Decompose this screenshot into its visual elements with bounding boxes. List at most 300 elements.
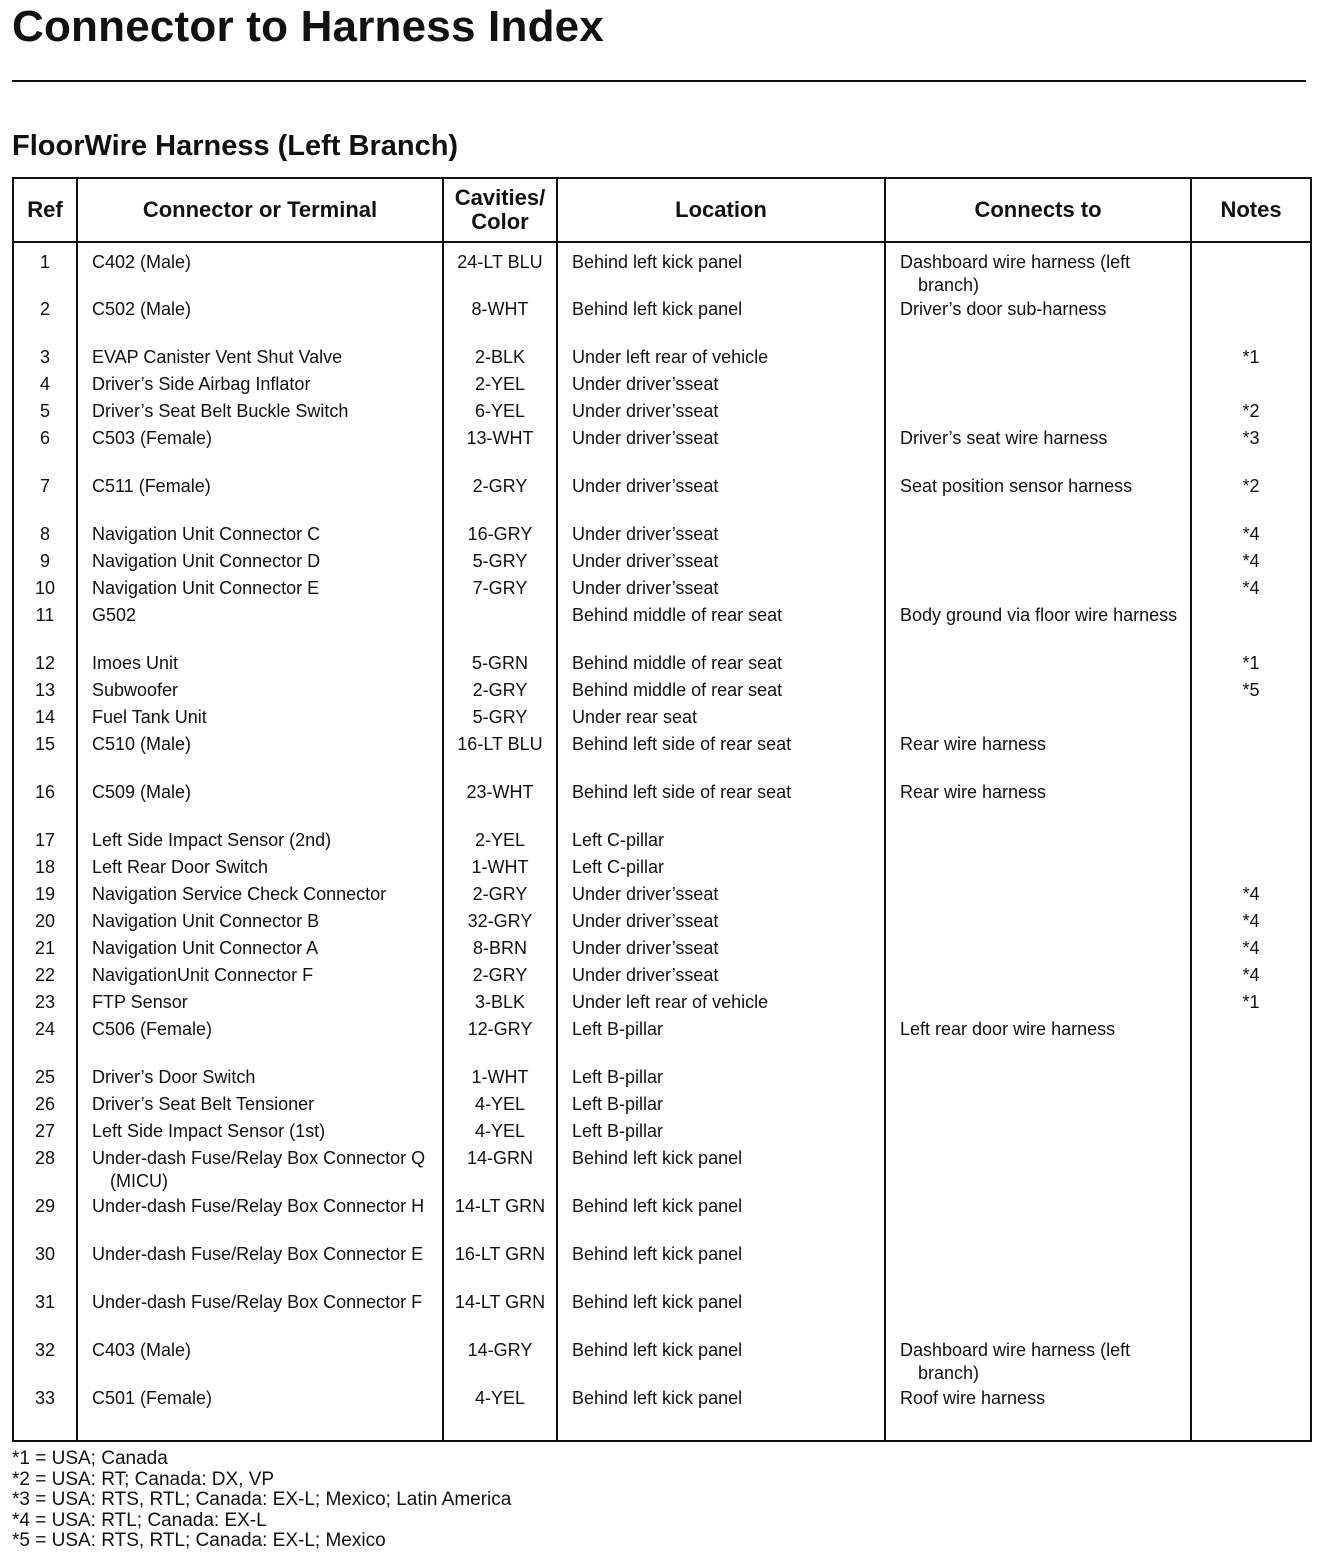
cell-location: [557, 346, 885, 373]
cell-location-text: Under driver’sseat: [572, 428, 719, 448]
cell-connector: [77, 856, 443, 883]
header-location: Location: [557, 178, 885, 242]
cell-ref: [13, 1243, 77, 1291]
cell-notes: [1191, 1066, 1311, 1093]
cell-cavities-text: 16-LT GRN: [454, 1244, 546, 1264]
cell-ref-text: 15: [34, 734, 56, 754]
cell-cavities: [443, 964, 557, 991]
cell-connector-text: C511 (Female): [92, 476, 211, 496]
cell-cavities-text: 14-GRN: [466, 1148, 533, 1168]
cell-cavities: [443, 400, 557, 427]
cell-location: [557, 1387, 885, 1431]
cell-notes: [1191, 346, 1311, 373]
table-row: [13, 991, 1311, 1018]
cell-location-text: Under driver’sseat: [572, 524, 719, 544]
cell-ref-text: 24: [34, 1019, 56, 1039]
cell-cavities: [443, 1093, 557, 1120]
cell-location: [557, 652, 885, 679]
cell-cavities: [443, 1147, 557, 1195]
table-row: [13, 652, 1311, 679]
cell-notes: [1191, 427, 1311, 475]
cell-ref-text: 1: [39, 252, 50, 272]
cell-ref-text: 28: [34, 1148, 56, 1168]
cell-connector: [77, 550, 443, 577]
cell-cavities: [443, 550, 557, 577]
cell-location-text: Behind left kick panel: [572, 1388, 743, 1408]
cell-connects-to-text: Dashboard wire harness (left branch): [900, 1340, 1131, 1383]
cell-location: [557, 883, 885, 910]
cell-notes-text: *4: [1242, 578, 1260, 598]
cell-connects-to: [885, 1291, 1191, 1339]
table-row: [13, 1195, 1311, 1243]
cell-location-text: Under driver’sseat: [572, 401, 719, 421]
cell-notes: [1191, 781, 1311, 829]
cell-ref-text: 32: [34, 1340, 56, 1360]
cell-connects-to-text: Rear wire harness: [900, 734, 1047, 754]
cell-notes-text: *1: [1242, 653, 1260, 673]
cell-connector-text: C403 (Male): [92, 1340, 192, 1360]
cell-ref-text: 20: [34, 911, 56, 931]
cell-notes: [1191, 523, 1311, 550]
cell-cavities: [443, 991, 557, 1018]
cell-connector: [77, 1147, 443, 1195]
cell-connector-text: FTP Sensor: [92, 992, 188, 1012]
cell-location-text: Under driver’sseat: [572, 884, 719, 904]
cell-location-text: Behind left kick panel: [572, 1244, 743, 1264]
table-row: [13, 1147, 1311, 1195]
cell-connector: [77, 991, 443, 1018]
cell-connector: [77, 883, 443, 910]
cell-connector: [77, 523, 443, 550]
cell-connects-to: [885, 991, 1191, 1018]
cell-cavities-text: 24-LT BLU: [457, 252, 543, 272]
cell-notes: [1191, 604, 1311, 652]
filler-cell: [443, 1431, 557, 1441]
table-row: [13, 679, 1311, 706]
cell-connector: [77, 373, 443, 400]
cell-connects-to-text: Driver’s door sub-harness: [900, 299, 1107, 319]
cell-connector: [77, 1387, 443, 1431]
cell-location: [557, 1147, 885, 1195]
harness-index-table: [12, 177, 1312, 1442]
cell-connector: [77, 679, 443, 706]
footnote-item: *4 = USA: RTL; Canada: EX-L: [12, 1509, 267, 1531]
cell-location: [557, 298, 885, 346]
filler-cell: [885, 1431, 1191, 1441]
cell-location: [557, 781, 885, 829]
cell-cavities-text: 2-GRY: [472, 965, 528, 985]
cell-location-text: Behind left kick panel: [572, 252, 743, 272]
table-row: [13, 1018, 1311, 1066]
cell-connects-to: [885, 829, 1191, 856]
cell-cavities: [443, 1018, 557, 1066]
cell-ref: [13, 937, 77, 964]
cell-cavities: [443, 733, 557, 781]
cell-cavities-text: 2-GRY: [472, 680, 528, 700]
cell-ref: [13, 856, 77, 883]
cell-connector-text: Left Side Impact Sensor (2nd): [92, 830, 332, 850]
cell-notes: [1191, 991, 1311, 1018]
table-row: [13, 910, 1311, 937]
cell-connector-text: Under-dash Fuse/Relay Box Connector H: [92, 1196, 425, 1216]
cell-connects-to: [885, 400, 1191, 427]
cell-notes: [1191, 829, 1311, 856]
cell-connector: [77, 652, 443, 679]
cell-location-text: Under driver’sseat: [572, 578, 719, 598]
cell-ref-text: 4: [39, 374, 50, 394]
cell-connects-to: [885, 373, 1191, 400]
cell-notes: [1191, 1120, 1311, 1147]
cell-connects-to: [885, 1195, 1191, 1243]
cell-notes-text: *2: [1242, 401, 1260, 421]
cell-cavities-text: 16-LT BLU: [457, 734, 543, 754]
cell-location: [557, 829, 885, 856]
cell-ref-text: 6: [39, 428, 50, 448]
cell-ref-text: 2: [39, 299, 50, 319]
cell-ref: [13, 733, 77, 781]
cell-location-text: Behind middle of rear seat: [572, 653, 783, 673]
cell-notes: [1191, 1195, 1311, 1243]
cell-connects-to: [885, 298, 1191, 346]
cell-ref: [13, 1339, 77, 1387]
cell-notes-text: *1: [1242, 992, 1260, 1012]
header-cavities-line1: Cavities/: [454, 185, 546, 210]
cell-cavities-text: 6-YEL: [474, 401, 526, 421]
cell-location-text: Behind middle of rear seat: [572, 605, 783, 625]
cell-ref-text: 3: [39, 347, 50, 367]
cell-ref-text: 12: [34, 653, 56, 673]
cell-cavities-text: 5-GRN: [471, 653, 528, 673]
cell-connects-to: [885, 883, 1191, 910]
cell-cavities: [443, 937, 557, 964]
cell-connector-text: C510 (Male): [92, 734, 192, 754]
footnote-item: *2 = USA: RT; Canada: DX, VP: [12, 1468, 275, 1490]
cell-location: [557, 523, 885, 550]
cell-ref-text: 21: [34, 938, 56, 958]
cell-ref: [13, 1093, 77, 1120]
cell-ref: [13, 346, 77, 373]
cell-ref: [13, 475, 77, 523]
cell-connector-text: Under-dash Fuse/Relay Box Connector Q (MICU): [92, 1148, 426, 1191]
cell-ref: [13, 652, 77, 679]
table-row: [13, 1243, 1311, 1291]
cell-cavities: [443, 1339, 557, 1387]
cell-connector-text: C503 (Female): [92, 428, 213, 448]
cell-connector: [77, 427, 443, 475]
cell-location: [557, 604, 885, 652]
cell-cavities-text: 2-YEL: [474, 830, 526, 850]
cell-ref-text: 31: [34, 1292, 56, 1312]
cell-ref: [13, 400, 77, 427]
cell-connector-text: NavigationUnit Connector F: [92, 965, 314, 985]
cell-cavities-text: 32-GRY: [467, 911, 533, 931]
cell-cavities: [443, 604, 557, 652]
cell-cavities: [443, 1243, 557, 1291]
cell-connector-text: Left Rear Door Switch: [92, 857, 269, 877]
footnote-item: *3 = USA: RTS, RTL; Canada: EX-L; Mexico; Latin America: [12, 1489, 512, 1510]
cell-connector-text: Under-dash Fuse/Relay Box Connector E: [92, 1244, 424, 1264]
cell-notes: [1191, 400, 1311, 427]
cell-connects-to: [885, 1066, 1191, 1093]
header-notes: Notes: [1191, 178, 1311, 242]
cell-ref: [13, 1387, 77, 1431]
cell-cavities: [443, 427, 557, 475]
cell-connects-to: [885, 781, 1191, 829]
cell-location: [557, 937, 885, 964]
cell-ref-text: 29: [34, 1196, 56, 1216]
cell-connects-to-text: Seat position sensor harness: [900, 476, 1133, 496]
cell-ref: [13, 427, 77, 475]
cell-ref: [13, 550, 77, 577]
cell-connects-to: [885, 1243, 1191, 1291]
cell-cavities-text: 4-YEL: [474, 1094, 526, 1114]
cell-notes: [1191, 550, 1311, 577]
cell-ref-text: 27: [34, 1121, 56, 1141]
cell-connector-text: G502: [92, 605, 137, 625]
cell-connector-text: Fuel Tank Unit: [92, 707, 207, 727]
cell-ref: [13, 1120, 77, 1147]
cell-location-text: Left C-pillar: [572, 830, 665, 850]
header-row: [13, 178, 1311, 242]
cell-cavities-text: 23-WHT: [466, 782, 534, 802]
cell-connector: [77, 1291, 443, 1339]
cell-ref: [13, 1147, 77, 1195]
cell-connects-to-text: Roof wire harness: [900, 1388, 1046, 1408]
cell-connector-text: Navigation Unit Connector C: [92, 524, 321, 544]
cell-ref: [13, 1018, 77, 1066]
cell-cavities: [443, 1066, 557, 1093]
cell-notes: [1191, 1339, 1311, 1387]
cell-ref: [13, 781, 77, 829]
cell-location: [557, 679, 885, 706]
cell-location: [557, 856, 885, 883]
cell-connector-text: Driver’s Door Switch: [92, 1067, 256, 1087]
cell-connector: [77, 346, 443, 373]
cell-notes: [1191, 706, 1311, 733]
table-row: [13, 298, 1311, 346]
filler-cell: [557, 1431, 885, 1441]
cell-ref: [13, 706, 77, 733]
cell-notes: [1191, 652, 1311, 679]
cell-notes: [1191, 1291, 1311, 1339]
cell-location-text: Under left rear of vehicle: [572, 347, 769, 367]
table-row: [13, 346, 1311, 373]
cell-cavities: [443, 523, 557, 550]
cell-cavities-text: 14-LT GRN: [454, 1292, 546, 1312]
cell-connects-to: [885, 652, 1191, 679]
cell-notes: [1191, 1093, 1311, 1120]
cell-cavities-text: 4-YEL: [474, 1121, 526, 1141]
cell-location-text: Left B-pillar: [572, 1067, 664, 1087]
cell-ref-text: 10: [34, 578, 56, 598]
cell-connector: [77, 1093, 443, 1120]
cell-connects-to: [885, 604, 1191, 652]
cell-connector-text: C502 (Male): [92, 299, 192, 319]
cell-ref: [13, 679, 77, 706]
cell-location-text: Behind left kick panel: [572, 1292, 743, 1312]
table-row: [13, 733, 1311, 781]
cell-connects-to: [885, 1387, 1191, 1431]
table-row: [13, 550, 1311, 577]
cell-ref-text: 13: [34, 680, 56, 700]
cell-location: [557, 550, 885, 577]
cell-notes-text: *4: [1242, 965, 1260, 985]
cell-location: [557, 1291, 885, 1339]
cell-connector-text: C501 (Female): [92, 1388, 213, 1408]
cell-connects-to: [885, 242, 1191, 298]
cell-connector-text: C402 (Male): [92, 252, 192, 272]
cell-location-text: Behind left kick panel: [572, 1340, 743, 1360]
cell-connector: [77, 242, 443, 298]
cell-connects-to-text: Body ground via floor wire harness: [900, 605, 1178, 625]
cell-ref-text: 9: [39, 551, 50, 571]
cell-connects-to-text: Driver’s seat wire harness: [900, 428, 1108, 448]
cell-connector-text: Driver’s Seat Belt Buckle Switch: [92, 401, 349, 421]
cell-location: [557, 706, 885, 733]
cell-connector: [77, 829, 443, 856]
section-title: FloorWire Harness (Left Branch): [12, 130, 459, 162]
footnote-item: *5 = USA: RTS, RTL; Canada: EX-L; Mexico: [12, 1530, 386, 1551]
table-row: [13, 604, 1311, 652]
cell-location-text: Under rear seat: [572, 707, 698, 727]
header-ref: Ref: [13, 178, 77, 242]
cell-notes-text: *1: [1242, 347, 1260, 367]
cell-ref: [13, 883, 77, 910]
cell-location-text: Behind left kick panel: [572, 1148, 743, 1168]
cell-cavities-text: 5-GRY: [472, 551, 528, 571]
cell-location-text: Under driver’sseat: [572, 551, 719, 571]
cell-cavities: [443, 346, 557, 373]
cell-connector-text: Driver’s Side Airbag Inflator: [92, 374, 311, 394]
cell-cavities-text: 5-GRY: [472, 707, 528, 727]
cell-cavities-text: 1-WHT: [471, 857, 529, 877]
table-row: [13, 577, 1311, 604]
table-row: [13, 1339, 1311, 1387]
cell-connector: [77, 604, 443, 652]
cell-connector: [77, 400, 443, 427]
cell-location-text: Under driver’sseat: [572, 938, 719, 958]
cell-connector: [77, 706, 443, 733]
cell-cavities-text: 2-YEL: [474, 374, 526, 394]
cell-location-text: Left B-pillar: [572, 1094, 664, 1114]
cell-location-text: Behind left kick panel: [572, 1196, 743, 1216]
cell-cavities: [443, 298, 557, 346]
cell-connector-text: Under-dash Fuse/Relay Box Connector F: [92, 1292, 423, 1312]
cell-ref: [13, 964, 77, 991]
cell-ref-text: 14: [34, 707, 56, 727]
filler-cell: [13, 1431, 77, 1441]
cell-connector-text: Driver’s Seat Belt Tensioner: [92, 1094, 315, 1114]
cell-connector: [77, 475, 443, 523]
cell-ref: [13, 577, 77, 604]
cell-notes-text: *4: [1242, 938, 1260, 958]
cell-cavities-text: 2-GRY: [472, 476, 528, 496]
cell-connects-to: [885, 550, 1191, 577]
cell-cavities-text: 2-BLK: [474, 347, 526, 367]
cell-cavities: [443, 1120, 557, 1147]
cell-cavities-text: 14-GRY: [467, 1340, 533, 1360]
table-row: [13, 1120, 1311, 1147]
cell-location-text: Left B-pillar: [572, 1121, 664, 1141]
cell-notes-text: *4: [1242, 551, 1260, 571]
cell-location: [557, 427, 885, 475]
cell-ref-text: 22: [34, 965, 56, 985]
cell-connector: [77, 910, 443, 937]
page-title: Connector to Harness Index: [12, 2, 604, 51]
header-connector: Connector or Terminal: [77, 178, 443, 242]
cell-location: [557, 991, 885, 1018]
cell-connector: [77, 298, 443, 346]
cell-notes: [1191, 1018, 1311, 1066]
cell-cavities: [443, 652, 557, 679]
cell-location: [557, 373, 885, 400]
cell-connects-to: [885, 1018, 1191, 1066]
cell-cavities: [443, 1195, 557, 1243]
cell-notes: [1191, 475, 1311, 523]
cell-ref-text: 19: [34, 884, 56, 904]
cell-ref-text: 11: [35, 605, 55, 625]
cell-connector-text: EVAP Canister Vent Shut Valve: [92, 347, 343, 367]
cell-notes: [1191, 1387, 1311, 1431]
cell-ref-text: 30: [34, 1244, 56, 1264]
cell-cavities-text: 16-GRY: [467, 524, 533, 544]
table-row: [13, 427, 1311, 475]
cell-notes: [1191, 856, 1311, 883]
cell-ref: [13, 523, 77, 550]
cell-location: [557, 1066, 885, 1093]
cell-cavities: [443, 475, 557, 523]
cell-location: [557, 1093, 885, 1120]
cell-notes-text: *3: [1242, 428, 1260, 448]
cell-cavities: [443, 706, 557, 733]
cell-location-text: Left B-pillar: [572, 1019, 664, 1039]
table-row: [13, 883, 1311, 910]
cell-ref-text: 25: [34, 1067, 56, 1087]
cell-location: [557, 1018, 885, 1066]
cell-location-text: Behind left side of rear seat: [572, 734, 792, 754]
cell-location-text: Under driver’sseat: [572, 965, 719, 985]
cell-connector-text: Navigation Unit Connector B: [92, 911, 320, 931]
cell-connector: [77, 781, 443, 829]
cell-ref: [13, 1195, 77, 1243]
cell-connector-text: Left Side Impact Sensor (1st): [92, 1121, 326, 1141]
cell-location: [557, 475, 885, 523]
cell-connects-to: [885, 475, 1191, 523]
table-row: [13, 937, 1311, 964]
table-row: [13, 1291, 1311, 1339]
cell-notes: [1191, 964, 1311, 991]
cell-ref-text: 5: [39, 401, 50, 421]
cell-location-text: Behind middle of rear seat: [572, 680, 783, 700]
cell-ref: [13, 1291, 77, 1339]
cell-cavities-text: 7-GRY: [472, 578, 528, 598]
cell-cavities: [443, 1387, 557, 1431]
title-divider: [12, 80, 1306, 82]
cell-ref: [13, 604, 77, 652]
cell-notes: [1191, 1147, 1311, 1195]
cell-connects-to: [885, 1093, 1191, 1120]
cell-connects-to: [885, 937, 1191, 964]
cell-connector-text: Navigation Unit Connector E: [92, 578, 320, 598]
cell-connector-text: Navigation Unit Connector A: [92, 938, 319, 958]
cell-connector: [77, 1195, 443, 1243]
cell-cavities-text: 12-GRY: [467, 1019, 533, 1039]
cell-connector-text: C509 (Male): [92, 782, 192, 802]
table-row: [13, 781, 1311, 829]
table-row: [13, 242, 1311, 298]
cell-connects-to: [885, 706, 1191, 733]
cell-cavities: [443, 856, 557, 883]
